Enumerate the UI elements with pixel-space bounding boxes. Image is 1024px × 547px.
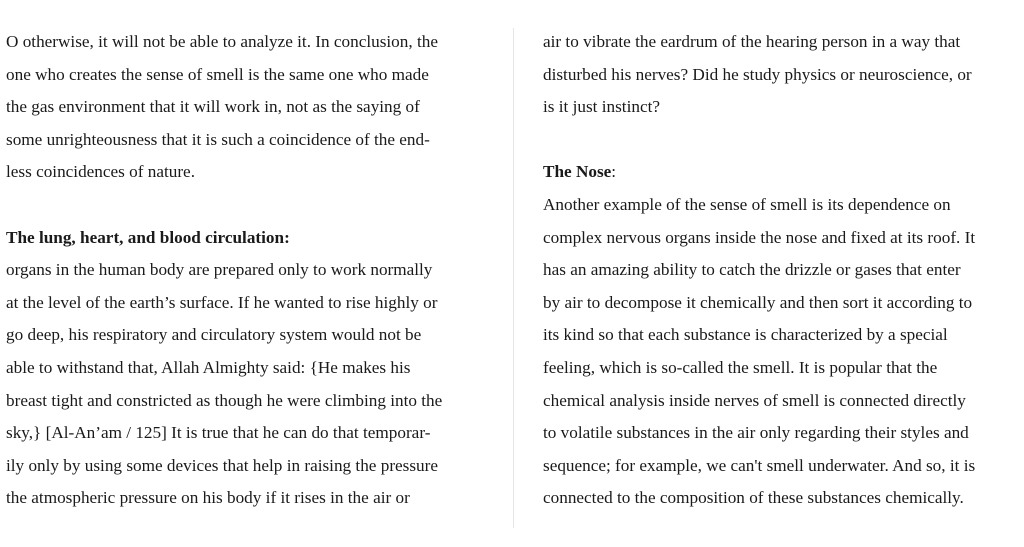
- text-line: at the level of the earth’s surface. If he wanted to rise highly or: [6, 292, 438, 312]
- text-line: the gas environment that it will work in, not as the saying of: [6, 97, 420, 117]
- text-line: Another example of the sense of smell is its dependence on: [543, 194, 951, 214]
- text-line: chemical analysis inside nerves of smell is connected directly: [543, 390, 966, 410]
- text-line: breast tight and constricted as though he were climbing into the: [6, 390, 443, 410]
- text-line: is it just instinct?: [543, 97, 660, 117]
- text-line: one who creates the sense of smell is the same one who made: [6, 64, 429, 84]
- text-line: connected to the composition of these substances chemically.: [543, 488, 964, 508]
- left-paragraph-1: [6, 26, 502, 189]
- text-line: its kind so that each substance is characterized by a special: [543, 325, 948, 345]
- text-line: complex nervous organs inside the nose and fixed at its roof. It: [543, 227, 976, 247]
- paragraph-spacer: [543, 124, 1021, 157]
- text-line: able to withstand that, Allah Almighty said: {He makes his: [6, 357, 411, 377]
- text-line: to volatile substances in the air only regarding their styles and: [543, 423, 969, 443]
- right-paragraph-2: [543, 189, 1021, 515]
- text-line: less coincidences of nature.: [6, 162, 195, 182]
- text-line: ily only by using some devices that help in raising the pressure: [6, 455, 438, 475]
- text-line: by air to decompose it chemically and then sort it according to: [543, 292, 973, 312]
- right-paragraph-1: [543, 26, 1021, 124]
- column-divider: [513, 28, 514, 528]
- text-line: some unrighteousness that it is such a coincidence of the end-: [6, 129, 430, 149]
- paragraph-spacer: [6, 189, 502, 222]
- text-line: has an amazing ability to catch the drizzle or gases that enter: [543, 260, 961, 280]
- text-line: air to vibrate the eardrum of the hearing person in a way that: [543, 32, 961, 51]
- left-paragraph-2: [6, 254, 502, 515]
- text-line: sequence; for example, we can't smell underwater. And so, it is: [543, 455, 976, 475]
- section-heading-nose: The Nose: [543, 162, 612, 182]
- section-heading-nose-line: [543, 156, 1021, 189]
- text-line: the atmospheric pressure on his body if it rises in the air or: [6, 488, 410, 508]
- text-line: go deep, his respiratory and circulatory system would not be: [6, 325, 422, 345]
- heading-colon: :: [611, 162, 617, 182]
- left-column: [6, 26, 502, 515]
- text-line: feeling, which is so-called the smell. It is popular that the: [543, 357, 938, 377]
- text-line: disturbed his nerves? Did he study physics or neuroscience, or: [543, 64, 972, 84]
- text-line: O otherwise, it will not be able to analyze it. In conclusion, the: [6, 32, 438, 51]
- right-column: [543, 26, 1021, 515]
- text-line: organs in the human body are prepared only to work normally: [6, 260, 433, 280]
- section-heading-lung-heart: The lung, heart, and blood circulation:: [6, 227, 290, 247]
- text-line: sky,} [Al-An’am / 125] It is true that he can do that temporar-: [6, 423, 431, 443]
